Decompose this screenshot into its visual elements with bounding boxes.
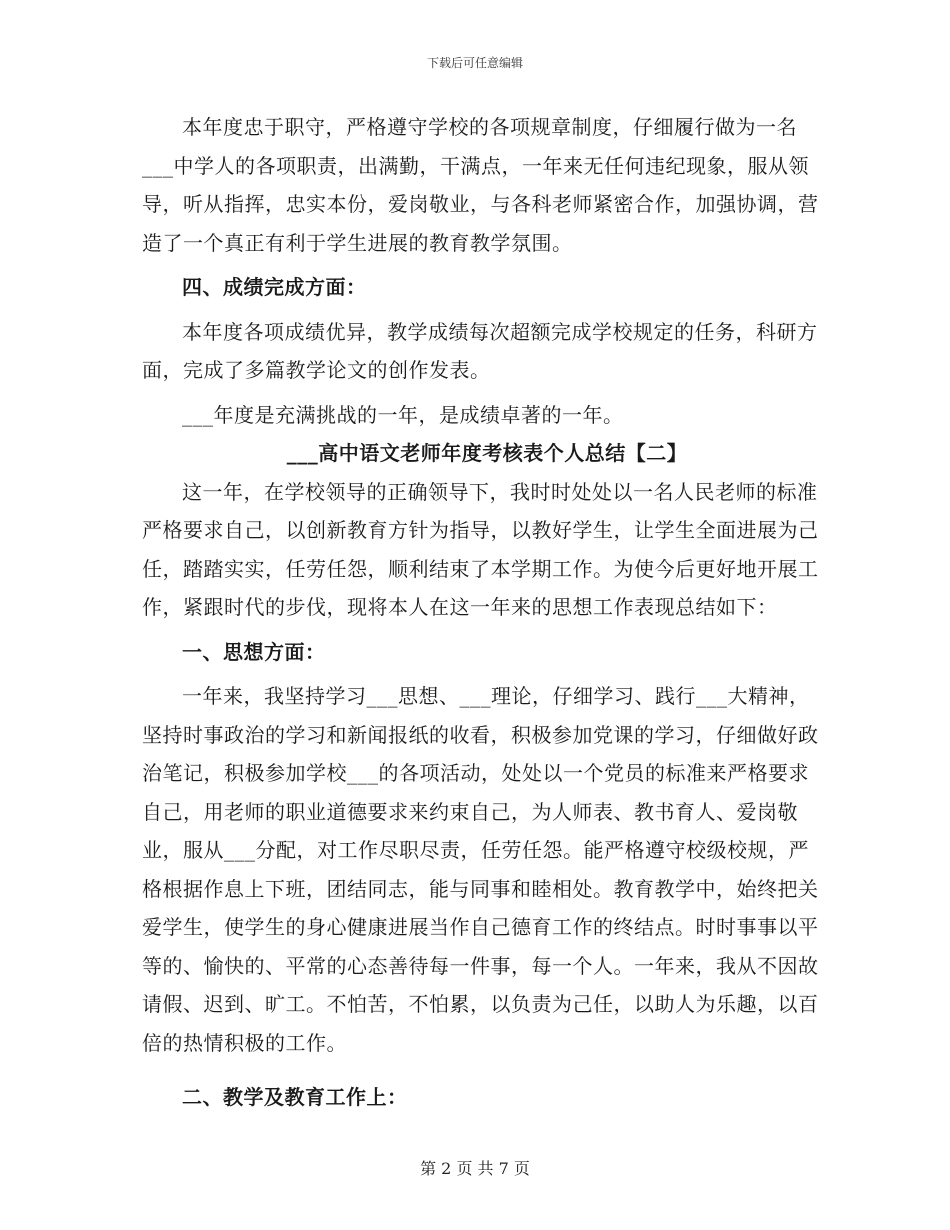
page-header-note: 下载后可任意编辑 bbox=[426, 56, 523, 70]
paragraph-intro: 这一年，在学校领导的正确领导下，我时时处处以一名人民老师的标准严格要求自己，以创新教育方针为指导，以教好学生，让学生全面进展为己任，踏踏实实，任劳任怨，顺利结束了本学期工作。为使今后更好地开展工作，紧跟时代的步伐，现将本人在这一年来的思想工作表现总结如下： bbox=[142, 479, 819, 619]
document-subtitle: ___高中语文老师年度考核表个人总结【二】 bbox=[286, 441, 688, 465]
section-heading-achievement: 四、成绩完成方面： bbox=[182, 275, 367, 299]
paragraph-ideology: 一年来，我坚持学习___思想、___理论，仔细学习、践行___大精神，坚持时事政治的学习和新闻报纸的收看，积极参加党课的学习，仔细做好政治笔记，积极参加学校___的各项活动，处处以一个党员的标准来严格要求自己，用老师的职业道德要求来约束自己，为人师表、教书育人、爱岗敬业，服从___分配，对工作尽职尽责，任劳任怨。能严格遵守校级校规，严格根据作息上下班，团结同志，能与同事和睦相处。教育教学中，始终把关爱学生，使学生的身心健康进展当作自己德育工作的终结点。时时事事以平等的、愉快的、平常的心态善待每一件事，每一个人。一年来，我从不因故请假、迟到、旷工。不怕苦，不怕累，以负责为己任，以助人为乐趣，以百倍的热情积极的工作。 bbox=[142, 684, 819, 1055]
paragraph-year-summary: ___年度是充满挑战的一年，是成绩卓著的一年。 bbox=[182, 402, 624, 427]
paragraph-duty: 本年度忠于职守，严格遵守学校的各项规章制度，仔细履行做为一名___中学人的各项职责，出满勤，干满点，一年来无任何违纪现象，服从领导，听从指挥，忠实本份，爱岗敬业，与各科老师紧密合作，加强协调，营造了一个真正有利于学生进展的教育教学氛围。 bbox=[142, 115, 819, 255]
section-heading-teaching: 二、教学及教育工作上： bbox=[182, 1085, 408, 1109]
page-number: 第 2 页 共 7 页 bbox=[420, 1159, 530, 1178]
section-heading-ideology: 一、思想方面： bbox=[182, 639, 326, 664]
document-body bbox=[142, 108, 822, 1117]
paragraph-achievement: 本年度各项成绩优异，教学成绩每次超额完成学校规定的任务，科研方面，完成了多篇教学论文的创作发表。 bbox=[142, 319, 818, 382]
